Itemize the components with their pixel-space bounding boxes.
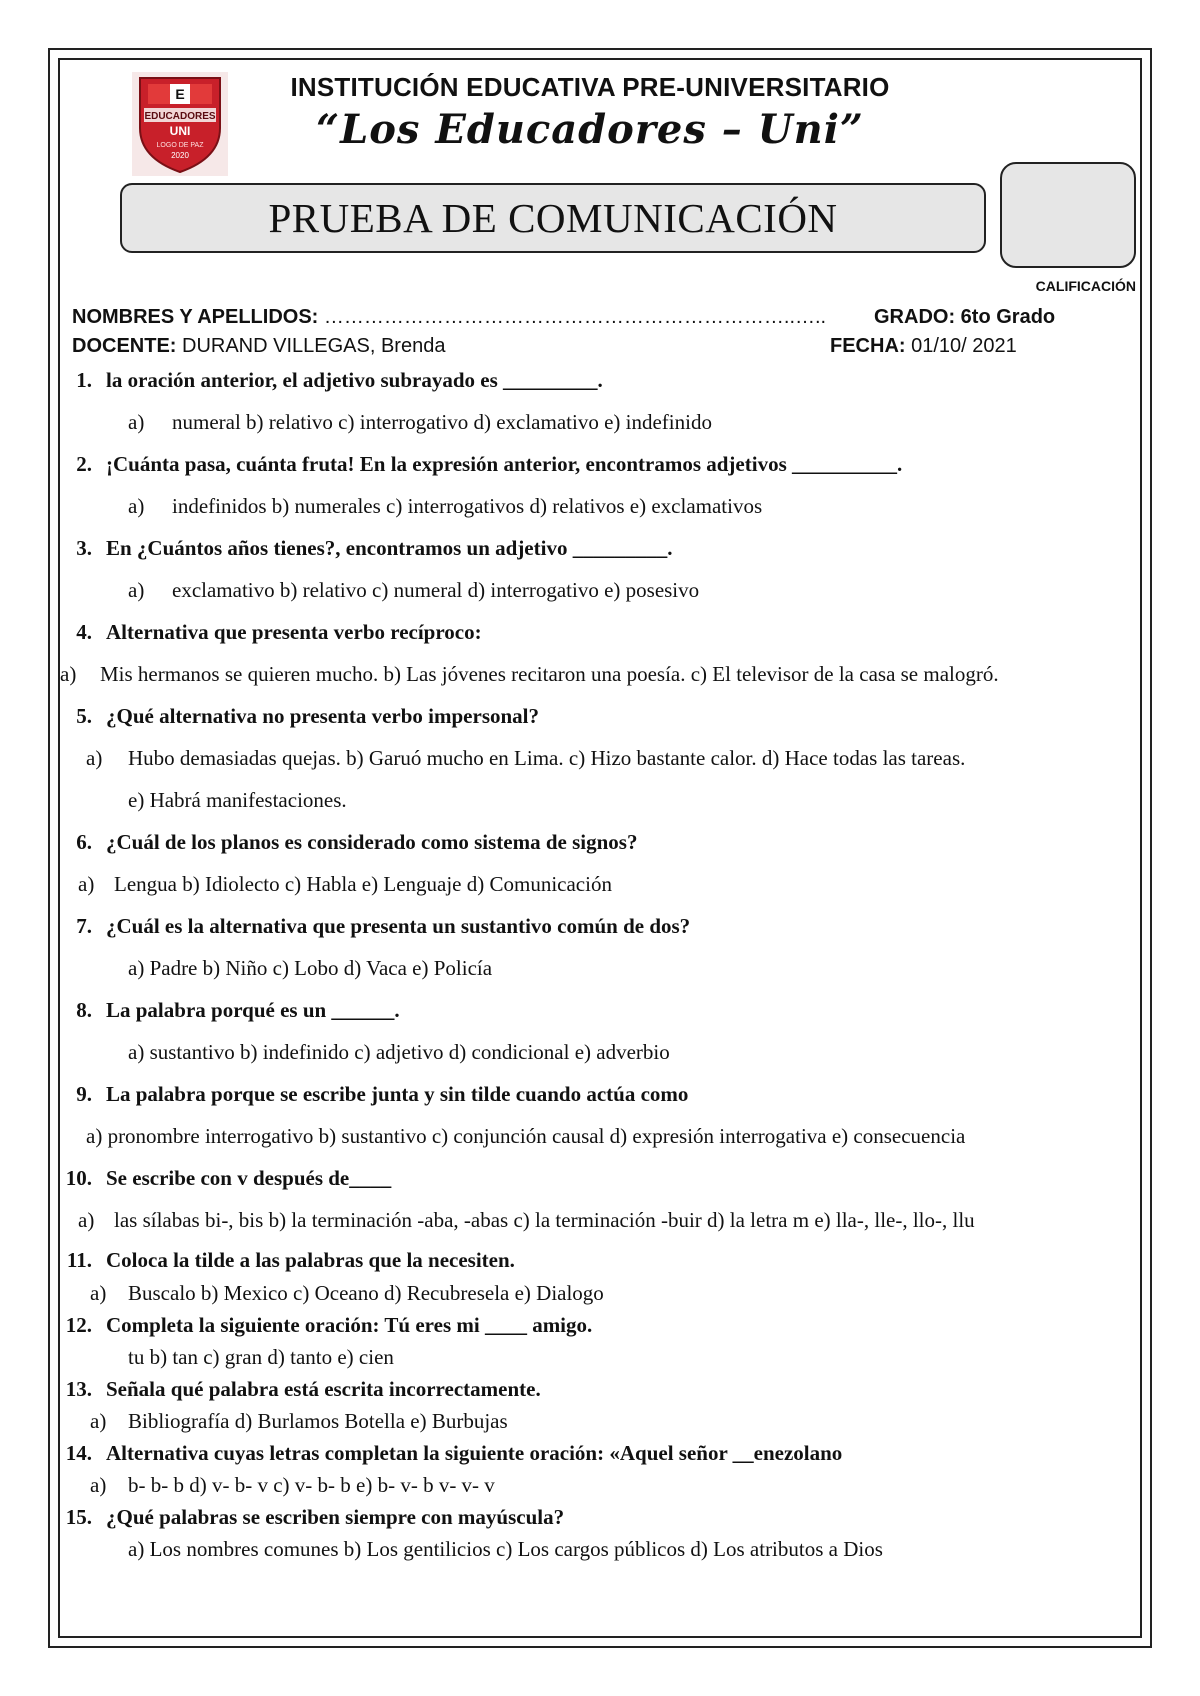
option-list: Bibliografía d) Burlamos Botella e) Burbujas xyxy=(128,1409,508,1433)
option-list: a) sustantivo b) indefinido c) adjetivo d) condicional e) adverbio xyxy=(128,1040,670,1064)
option-letter: a) xyxy=(90,1281,107,1305)
options-14 xyxy=(90,1473,495,1498)
institution-line: INSTITUCIÓN EDUCATIVA PRE-UNIVERSITARIO xyxy=(290,72,890,102)
question-stem: ¿Qué alternativa no presenta verbo impersonal? xyxy=(106,704,540,728)
option-list: indefinidos b) numerales c) interrogativos d) relativos e) exclamativos xyxy=(172,494,763,518)
logo-text-motto: LOGO DE PAZ xyxy=(156,142,204,149)
options-9 xyxy=(86,1124,965,1149)
school-logo xyxy=(132,72,228,176)
question-stem: ¿Cuál de los planos es considerado como sistema de signos? xyxy=(106,830,638,854)
question-stem: Alternativa cuyas letras completan la siguiente oración: «Aquel señor __enezolano xyxy=(106,1441,843,1465)
question-stem: La palabra porque se escribe junta y sin tilde cuando actúa como xyxy=(106,1082,689,1106)
question-13 xyxy=(54,1377,541,1402)
grade-box-label: CALIFICACIÓN xyxy=(1035,278,1136,294)
question-number: 5. xyxy=(76,704,92,728)
option-list: Hubo demasiadas quejas. b) Garuó mucho en Lima. c) Hizo bastante calor. d) Hace todas las tareas. xyxy=(128,746,966,770)
question-12 xyxy=(54,1313,592,1338)
question-stem: Señala qué palabra está escrita incorrectamente. xyxy=(106,1377,541,1401)
question-9 xyxy=(54,1082,688,1107)
option-list: Buscalo b) Mexico c) Oceano d) Recubresela e) Dialogo xyxy=(128,1281,604,1305)
option-list: Mis hermanos se quieren mucho. b) Las jóvenes recitaron una poesía. c) El televisor de la casa se malogró. xyxy=(100,662,999,686)
options-3 xyxy=(128,578,699,603)
question-stem: ¿Cuál es la alternativa que presenta un sustantivo común de dos? xyxy=(106,914,691,938)
student-name-line xyxy=(72,306,826,329)
question-number: 8. xyxy=(76,998,92,1022)
question-number: 14. xyxy=(65,1441,92,1465)
option-list: tu b) tan c) gran d) tanto e) cien xyxy=(128,1345,394,1369)
date-line xyxy=(830,335,1017,358)
options-13 xyxy=(90,1409,508,1434)
logo-text-educadores: EDUCADORES xyxy=(144,111,216,122)
option-letter: a) xyxy=(128,410,145,434)
test-title-box xyxy=(120,183,986,253)
question-stem: la oración anterior, el adjetivo subrayado es _________. xyxy=(106,368,603,392)
question-stem: Coloca la tilde a las palabras que la necesiten. xyxy=(106,1248,515,1272)
question-number: 7. xyxy=(76,914,92,938)
logo-text-year: 2020 xyxy=(171,151,189,160)
test-title: PRUEBA DE COMUNICACIÓN xyxy=(268,195,838,241)
name-dots: ……………………………………………………………..….. xyxy=(323,306,827,328)
question-15 xyxy=(54,1505,564,1530)
option-list: numeral b) relativo c) interrogativo d) exclamativo e) indefinido xyxy=(172,410,712,434)
options-7 xyxy=(128,956,492,981)
question-number: 11. xyxy=(66,1248,92,1272)
options-6 xyxy=(78,872,612,897)
date-label: FECHA: xyxy=(830,335,906,357)
question-number: 10. xyxy=(65,1166,92,1190)
question-3 xyxy=(54,536,672,561)
question-5 xyxy=(54,704,539,729)
grade-value: 6to Grado xyxy=(960,306,1056,328)
teacher-label: DOCENTE: xyxy=(72,335,177,357)
option-letter: a) xyxy=(78,872,95,896)
option-letter: a) xyxy=(90,1473,107,1497)
option-letter: a) xyxy=(90,1409,107,1433)
option-list-continued: e) Habrá manifestaciones. xyxy=(128,788,347,812)
question-number: 9. xyxy=(76,1082,92,1106)
grade-box xyxy=(1000,162,1136,268)
grade-label: GRADO: xyxy=(874,306,956,328)
option-list: las sílabas bi-, bis b) la terminación -aba, -abas c) la terminación -buir d) la letra m e) lla-, lle-, llo-, llu xyxy=(114,1208,975,1232)
option-list: a) Los nombres comunes b) Los gentilicios c) Los cargos públicos d) Los atributos a Dios xyxy=(128,1537,883,1561)
question-stem: ¡Cuánta pasa, cuánta fruta! En la expresión anterior, encontramos adjetivos __________. xyxy=(106,452,903,476)
question-14 xyxy=(54,1441,842,1466)
question-7 xyxy=(54,914,690,939)
logo-letter: E xyxy=(175,86,185,102)
logo-text-uni: UNI xyxy=(169,124,191,138)
question-number: 3. xyxy=(76,536,92,560)
question-stem: Completa la siguiente oración: Tú eres mi ____ amigo. xyxy=(106,1313,593,1337)
question-6 xyxy=(54,830,637,855)
question-4 xyxy=(54,620,482,645)
option-letter: a) xyxy=(86,746,103,770)
option-letter: a) xyxy=(128,578,145,602)
option-list: exclamativo b) relativo c) numeral d) interrogativo e) posesivo xyxy=(172,578,700,602)
options-1 xyxy=(128,410,712,435)
options-2 xyxy=(128,494,762,519)
options-4 xyxy=(60,662,999,687)
options-8 xyxy=(128,1040,670,1065)
option-letter: a) xyxy=(128,494,145,518)
question-number: 4. xyxy=(76,620,92,644)
option-list: a) pronombre interrogativo b) sustantivo c) conjunción causal d) expresión interrogativa e) consecuencia xyxy=(86,1124,966,1148)
question-10 xyxy=(54,1166,391,1191)
teacher-value: DURAND VILLEGAS, Brenda xyxy=(182,335,446,357)
name-label: NOMBRES Y APELLIDOS: xyxy=(72,306,319,328)
question-number: 13. xyxy=(65,1377,92,1401)
options-5 xyxy=(86,746,965,771)
question-2 xyxy=(54,452,902,477)
option-list: a) Padre b) Niño c) Lobo d) Vaca e) Policía xyxy=(128,956,493,980)
question-stem: En ¿Cuántos años tienes?, encontramos un adjetivo _________. xyxy=(106,536,673,560)
options-11 xyxy=(90,1281,604,1306)
question-number: 2. xyxy=(76,452,92,476)
option-list: b- b- b d) v- b- v c) v- b- b e) b- v- b v- v- v xyxy=(128,1473,495,1497)
options-5-continued xyxy=(128,788,347,813)
options-10 xyxy=(78,1208,975,1233)
question-number: 1. xyxy=(76,368,92,392)
question-number: 12. xyxy=(65,1313,92,1337)
option-letter: a) xyxy=(60,662,77,686)
question-8 xyxy=(54,998,400,1023)
question-1 xyxy=(54,368,603,393)
options-12 xyxy=(128,1345,394,1370)
question-11 xyxy=(54,1248,515,1273)
question-number: 15. xyxy=(65,1505,92,1529)
option-letter: a) xyxy=(78,1208,95,1232)
date-value: 01/10/ 2021 xyxy=(911,335,1017,357)
question-stem: ¿Qué palabras se escriben siempre con mayúscula? xyxy=(106,1505,565,1529)
option-list: Lengua b) Idiolecto c) Habla e) Lenguaje d) Comunicación xyxy=(114,872,612,896)
question-stem: Alternativa que presenta verbo recíproco: xyxy=(106,620,482,644)
institution-name: “Los Educadores – Uni” xyxy=(316,106,864,153)
question-stem: La palabra porqué es un ______. xyxy=(106,998,400,1022)
options-15 xyxy=(128,1537,883,1562)
question-stem: Se escribe con v después de____ xyxy=(106,1166,392,1190)
teacher-line xyxy=(72,335,445,358)
question-number: 6. xyxy=(76,830,92,854)
grade-line xyxy=(874,306,1055,329)
